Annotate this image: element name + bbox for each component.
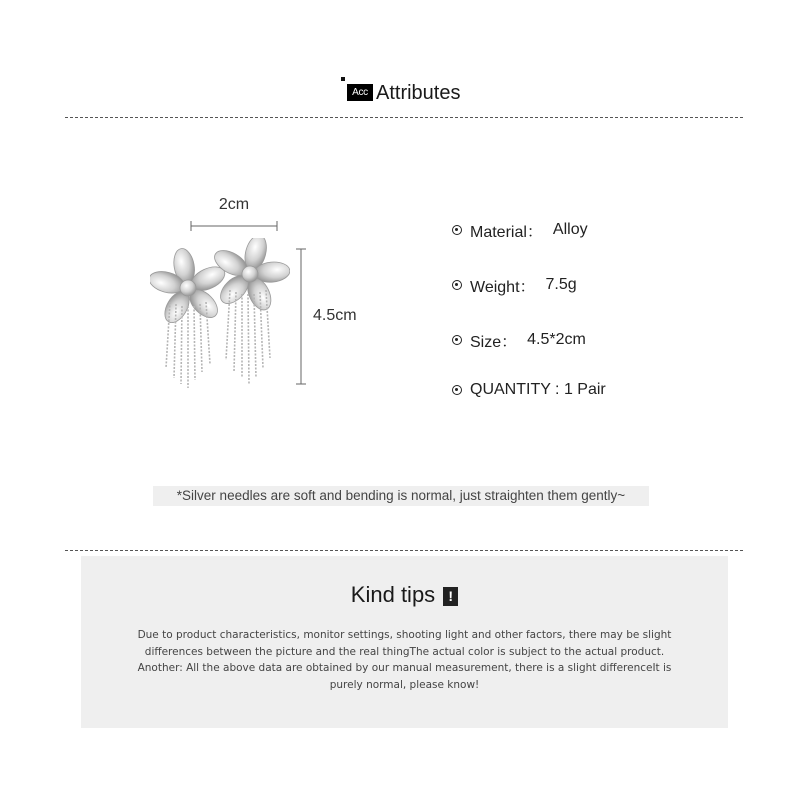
bullet-icon (452, 280, 462, 290)
kind-tips-line: Another: All the above data are obtained by our manual measurement, there is a slight differenceIt is (137, 662, 672, 674)
attribute-quantity (452, 375, 606, 405)
bullet-icon (452, 385, 462, 395)
care-note: *Silver needles are soft and bending is normal, just straighten them gently~ (153, 486, 649, 506)
kind-tips-title-text: Kind tips (350, 582, 436, 607)
earrings-image (150, 238, 290, 393)
attribute-material (452, 215, 588, 245)
attribute-size (452, 325, 586, 355)
attribute-value: 4.5*2cm (527, 331, 586, 348)
bullet-icon (452, 335, 462, 345)
bullet-icon (452, 225, 462, 235)
attribute-label: Size： (470, 333, 518, 351)
attribute-weight (452, 270, 577, 300)
kind-tips-line: differences between the picture and the real thingThe actual color is subject to the actual product. (144, 645, 665, 658)
attribute-label: Material： (470, 223, 543, 241)
attribute-label: QUANTITY : 1 Pair (470, 381, 606, 398)
kind-tips-line: purely normal, please know! (329, 678, 480, 691)
header-badge: Acc (347, 84, 373, 101)
left-earring (150, 247, 228, 388)
width-label: 2cm (218, 196, 250, 213)
section-title: Attributes (376, 82, 461, 104)
height-label: 4.5cm (313, 307, 357, 324)
attribute-label: Weight： (470, 278, 536, 296)
kind-tips-panel (81, 556, 728, 728)
exclamation-icon: ! (443, 587, 458, 606)
kind-tips-line: Due to product characteristics, monitor settings, shooting light and other factors, there may be slight (137, 629, 672, 641)
attribute-value: 7.5g (545, 276, 577, 293)
kind-tips-title (81, 582, 728, 608)
divider-bottom (65, 550, 743, 551)
attribute-value: Alloy (552, 221, 588, 238)
right-earring (210, 238, 290, 384)
kind-tips-body (119, 627, 690, 693)
